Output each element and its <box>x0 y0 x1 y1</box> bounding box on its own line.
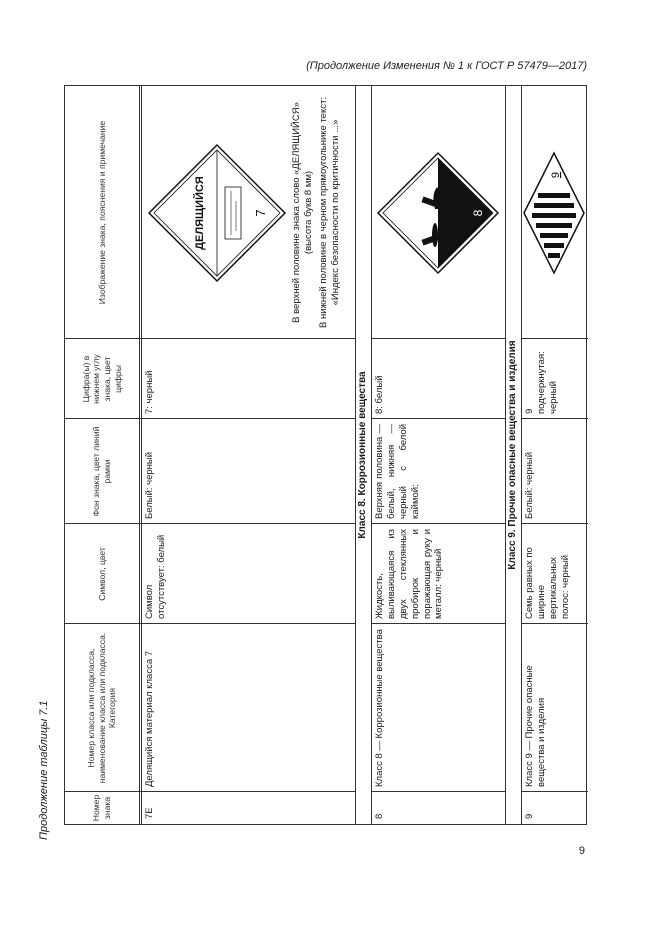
row-7e-digit: 7: черный <box>144 370 155 414</box>
sign-8-digit: 8 <box>471 209 485 217</box>
sign-9-stripe <box>538 193 570 198</box>
row-7e-notes <box>291 94 342 331</box>
hazard-sign-table <box>64 85 587 825</box>
column-header-digit: Цифра(ы) в нижнем углу знака, цвет цифры <box>80 354 123 404</box>
row-9-image-cell <box>521 86 588 339</box>
document-header: (Продолжение Изменения № 1 к ГОСТ Р 57479—2017) <box>306 60 587 72</box>
section-title-class-8: Класс 8. Коррозионные вещества <box>357 371 368 539</box>
row-7e-symbol: Символ отсутствует: белый <box>144 534 167 619</box>
fissile-material-sign <box>145 86 289 339</box>
column-header-symbol: Символ, цвет <box>96 547 107 601</box>
corrosive-sign <box>371 86 505 339</box>
section-title-class-9: Класс 9. Прочие опасные вещества и изделия <box>507 340 518 570</box>
sign-9-stripe <box>544 243 564 248</box>
row-8-name: Класс 8 — Коррозионные вещества <box>374 629 385 787</box>
row-8-digit: 8: белый <box>374 375 385 414</box>
row-7e-note-2: В нижней половине в черном прямоугольнике текст: «Индекс безопасности по критичности ...» <box>317 97 342 328</box>
sign-7e-word: ДЕЛЯЩИЙСЯ <box>194 176 206 250</box>
column-header-number: Номер знака <box>91 794 112 822</box>
sign-7e-digit: 7 <box>253 209 268 217</box>
row-7e-note-1: В верхней половине знака слово «ДЕЛЯЩИЙСЯ» (высота букв 8 мм) <box>291 102 315 323</box>
row-7e-background: Белый: черный <box>144 451 155 519</box>
row-8-image-cell <box>371 86 505 339</box>
sign-9-digit: 9 <box>550 171 562 179</box>
row-9-number: 9 <box>524 813 535 819</box>
column-header-background: Фон знака, цвет линий рамки <box>91 426 112 517</box>
row-9-digit: 9 подчеркнутая: черный <box>524 351 559 414</box>
sign-9-stripe <box>534 203 574 208</box>
row-9-symbol: Семь равных по ширине вертикальных полос: черный <box>524 547 571 619</box>
row-8-number: 8 <box>374 813 385 819</box>
sign-9-stripe <box>540 233 568 238</box>
sign-9-stripe <box>532 213 576 218</box>
row-7e-number: 7Е <box>144 807 155 819</box>
row-8-symbol: Жидкость, выливающаяся из двух стеклянных пробирок и поражающая руку и металл: черный <box>374 529 445 619</box>
sign-9-stripe <box>536 223 572 228</box>
miscellaneous-dangerous-goods-sign <box>521 86 588 339</box>
row-7e-name: Делящийся материал класса 7 <box>144 650 155 787</box>
row-7e-image-cell <box>141 86 355 339</box>
table-caption: Продолжение таблицы 7.1 <box>38 700 50 840</box>
page-number: 9 <box>578 845 585 857</box>
sign-8-metal-bar <box>432 223 438 247</box>
column-header-image: Изображение знака, пояснения и примечание <box>96 120 107 305</box>
row-8-background: Верхняя половина — белый, нижняя — черный с белой каймой: <box>374 424 421 519</box>
rotated-table <box>64 85 587 825</box>
row-9-background: Белый: черный <box>524 451 535 519</box>
sign-7e-criticality-box <box>225 187 241 239</box>
column-header-class: Номер класса или подкласса, наименование класса или подкласса. Категория <box>85 632 118 784</box>
row-9-name: Класс 9 — Прочие опасные вещества и изделия <box>524 665 547 787</box>
sign-9-stripe <box>548 253 560 258</box>
